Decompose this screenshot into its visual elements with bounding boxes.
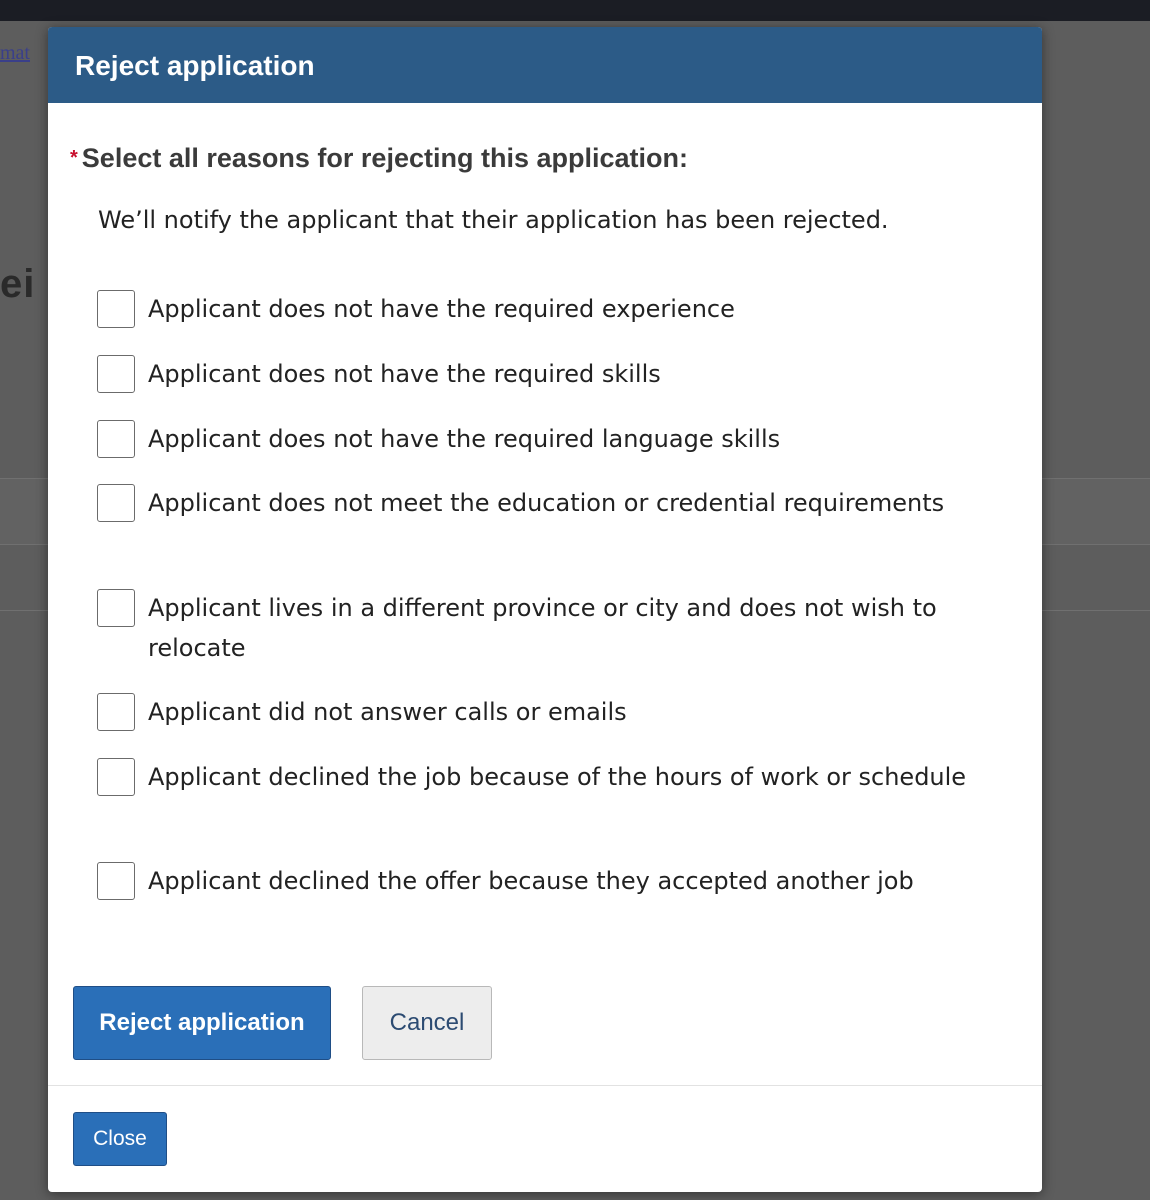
- reasons-question-label: Select all reasons for rejecting this application:: [81, 143, 688, 173]
- reason-option-education[interactable]: [97, 483, 977, 523]
- reason-option-relocate[interactable]: [97, 588, 977, 668]
- background-heading: ei: [0, 262, 36, 306]
- notification-note: We’ll notify the applicant that their application has been rejected.: [98, 206, 889, 234]
- reason-option-language-skills[interactable]: [97, 419, 977, 459]
- reason-option-other-job[interactable]: [97, 861, 977, 901]
- reason-checkbox[interactable]: [97, 862, 135, 900]
- reasons-question: [70, 141, 688, 175]
- required-marker: *: [70, 147, 78, 169]
- reason-label[interactable]: Applicant declined the job because of the hours of work or schedule: [148, 763, 967, 791]
- browser-top-bar: [0, 0, 1150, 21]
- reason-label[interactable]: Applicant does not have the required experience: [148, 295, 735, 323]
- reason-label[interactable]: Applicant did not answer calls or emails: [148, 698, 627, 726]
- reason-label[interactable]: Applicant does not have the required skills: [148, 360, 661, 388]
- reject-application-button[interactable]: Reject application: [73, 986, 331, 1060]
- reason-label[interactable]: Applicant lives in a different province or city and does not wish to relocate: [148, 594, 937, 662]
- reason-checkbox[interactable]: [97, 758, 135, 796]
- background-link: mat: [0, 42, 30, 64]
- reason-option-experience[interactable]: [97, 289, 977, 329]
- reason-checkbox[interactable]: [97, 693, 135, 731]
- reason-checkbox[interactable]: [97, 290, 135, 328]
- reason-label[interactable]: Applicant declined the offer because they accepted another job: [148, 867, 914, 895]
- reason-checkbox[interactable]: [97, 484, 135, 522]
- reason-label[interactable]: Applicant does not have the required language skills: [148, 425, 781, 453]
- footer-divider: [48, 1085, 1042, 1086]
- reason-checkbox[interactable]: [97, 355, 135, 393]
- reason-checkbox[interactable]: [97, 420, 135, 458]
- close-button[interactable]: Close: [73, 1112, 167, 1166]
- dialog-header: [48, 27, 1042, 103]
- reject-application-dialog: [48, 27, 1042, 1192]
- reason-checkbox[interactable]: [97, 589, 135, 627]
- reason-option-hours[interactable]: [97, 757, 977, 797]
- reason-option-no-answer[interactable]: [97, 692, 977, 732]
- cancel-button[interactable]: Cancel: [362, 986, 492, 1060]
- dialog-title: Reject application: [75, 50, 315, 81]
- reason-label[interactable]: Applicant does not meet the education or credential requirements: [148, 489, 945, 517]
- reason-option-skills[interactable]: [97, 354, 977, 394]
